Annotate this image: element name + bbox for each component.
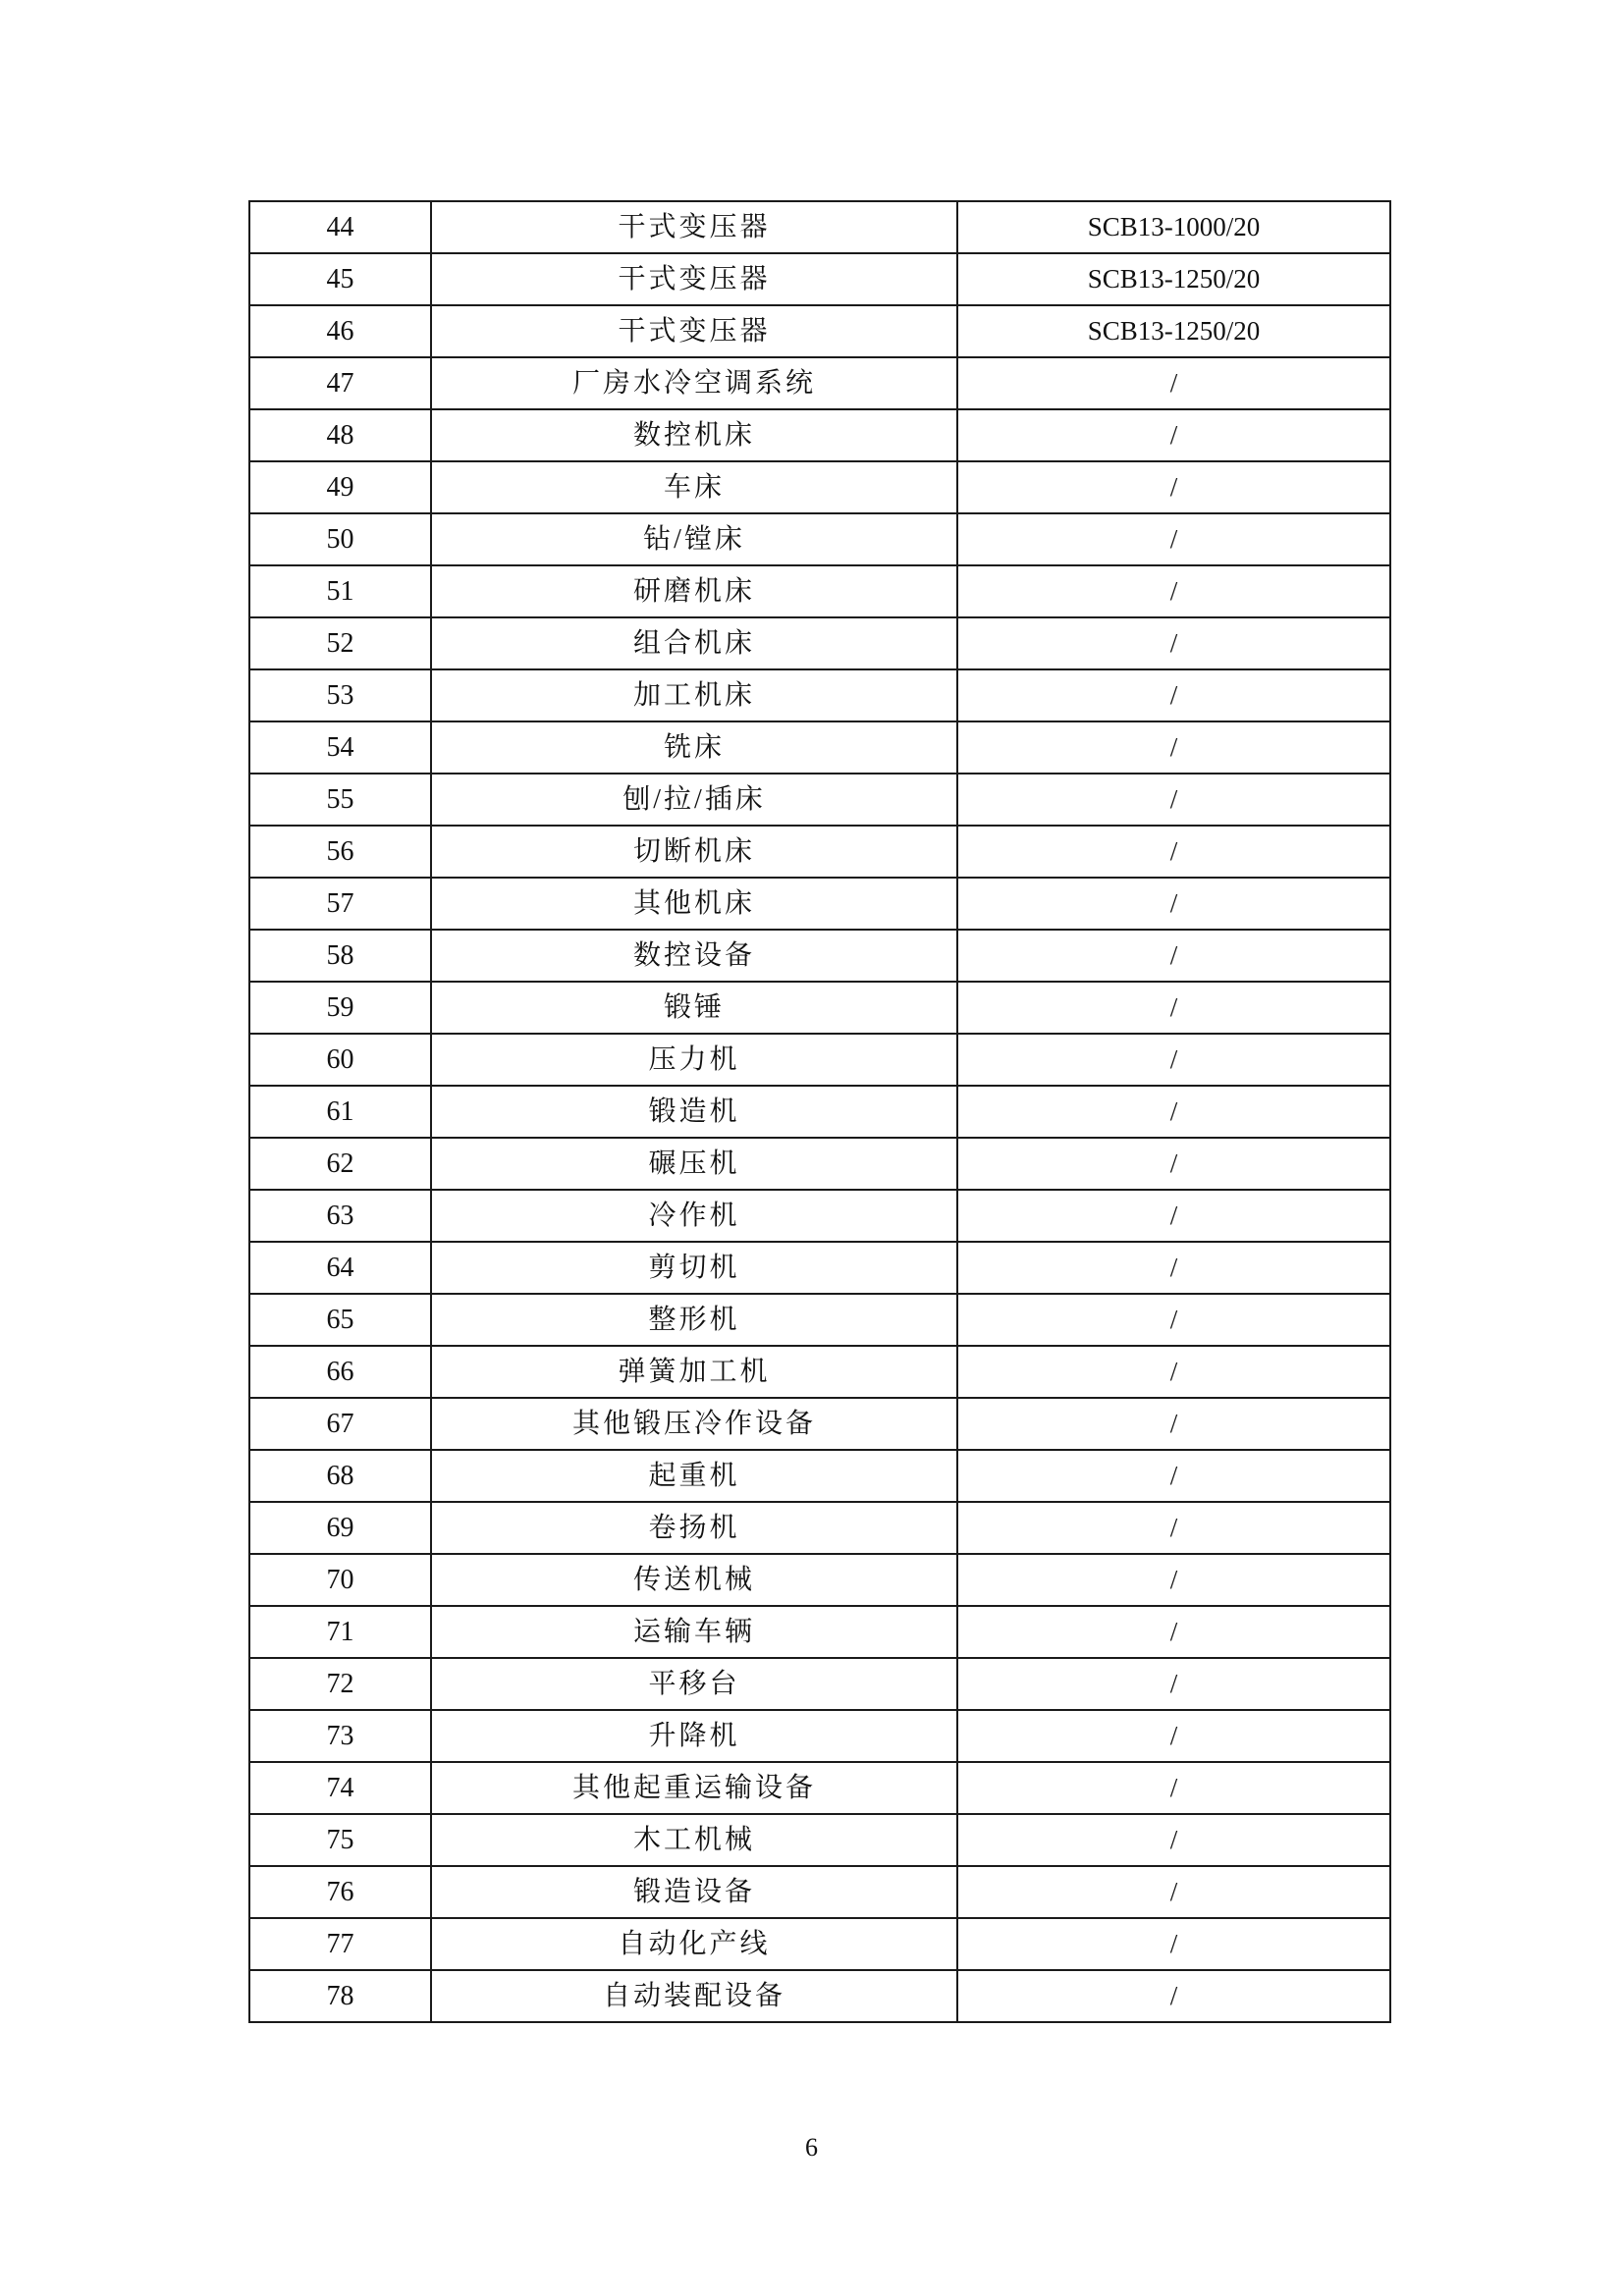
table-row (249, 826, 1390, 878)
equipment-name-cell: 组合机床 (431, 617, 957, 669)
row-number-cell: 53 (249, 669, 431, 721)
table-row (249, 1138, 1390, 1190)
table-row (249, 1970, 1390, 2022)
model-spec-cell: / (957, 409, 1390, 461)
row-number-cell: 54 (249, 721, 431, 774)
equipment-name-cell: 锻造机 (431, 1086, 957, 1138)
equipment-name-cell: 干式变压器 (431, 201, 957, 253)
model-spec-cell: / (957, 461, 1390, 513)
model-spec-cell: / (957, 669, 1390, 721)
equipment-table-body (249, 201, 1390, 2022)
row-number-cell: 48 (249, 409, 431, 461)
row-number-cell: 68 (249, 1450, 431, 1502)
equipment-name-cell: 弹簧加工机 (431, 1346, 957, 1398)
equipment-name-cell: 其他机床 (431, 878, 957, 930)
table-row (249, 930, 1390, 982)
equipment-name-cell: 切断机床 (431, 826, 957, 878)
model-spec-cell: SCB13-1000/20 (957, 201, 1390, 253)
row-number-cell: 61 (249, 1086, 431, 1138)
table-row (249, 253, 1390, 305)
equipment-name-cell: 剪切机 (431, 1242, 957, 1294)
table-row (249, 774, 1390, 826)
table-row (249, 1242, 1390, 1294)
table-row (249, 1450, 1390, 1502)
row-number-cell: 69 (249, 1502, 431, 1554)
model-spec-cell: / (957, 1866, 1390, 1918)
table-row (249, 461, 1390, 513)
row-number-cell: 62 (249, 1138, 431, 1190)
row-number-cell: 49 (249, 461, 431, 513)
table-row (249, 617, 1390, 669)
row-number-cell: 71 (249, 1606, 431, 1658)
equipment-name-cell: 研磨机床 (431, 565, 957, 617)
model-spec-cell: / (957, 1086, 1390, 1138)
row-number-cell: 78 (249, 1970, 431, 2022)
table-row (249, 1554, 1390, 1606)
table-row (249, 1502, 1390, 1554)
table-row (249, 357, 1390, 409)
table-row (249, 1710, 1390, 1762)
table-row (249, 565, 1390, 617)
model-spec-cell: / (957, 721, 1390, 774)
equipment-name-cell: 干式变压器 (431, 305, 957, 357)
model-spec-cell: / (957, 1138, 1390, 1190)
row-number-cell: 50 (249, 513, 431, 565)
model-spec-cell: / (957, 1554, 1390, 1606)
model-spec-cell: / (957, 1658, 1390, 1710)
row-number-cell: 44 (249, 201, 431, 253)
model-spec-cell: / (957, 1398, 1390, 1450)
row-number-cell: 63 (249, 1190, 431, 1242)
table-row (249, 721, 1390, 774)
model-spec-cell: / (957, 982, 1390, 1034)
row-number-cell: 51 (249, 565, 431, 617)
table-row (249, 1086, 1390, 1138)
equipment-name-cell: 数控设备 (431, 930, 957, 982)
page-number: 6 (805, 2133, 818, 2162)
equipment-name-cell: 车床 (431, 461, 957, 513)
model-spec-cell: / (957, 1710, 1390, 1762)
model-spec-cell: / (957, 1190, 1390, 1242)
row-number-cell: 57 (249, 878, 431, 930)
model-spec-cell: / (957, 357, 1390, 409)
table-row (249, 1034, 1390, 1086)
equipment-name-cell: 运输车辆 (431, 1606, 957, 1658)
row-number-cell: 52 (249, 617, 431, 669)
equipment-name-cell: 厂房水冷空调系统 (431, 357, 957, 409)
row-number-cell: 77 (249, 1918, 431, 1970)
row-number-cell: 74 (249, 1762, 431, 1814)
model-spec-cell: / (957, 1034, 1390, 1086)
row-number-cell: 55 (249, 774, 431, 826)
table-row (249, 409, 1390, 461)
model-spec-cell: / (957, 1762, 1390, 1814)
row-number-cell: 60 (249, 1034, 431, 1086)
equipment-name-cell: 升降机 (431, 1710, 957, 1762)
model-spec-cell: / (957, 513, 1390, 565)
equipment-name-cell: 起重机 (431, 1450, 957, 1502)
row-number-cell: 65 (249, 1294, 431, 1346)
row-number-cell: 75 (249, 1814, 431, 1866)
model-spec-cell: / (957, 1294, 1390, 1346)
model-spec-cell: / (957, 1606, 1390, 1658)
row-number-cell: 67 (249, 1398, 431, 1450)
equipment-name-cell: 其他锻压冷作设备 (431, 1398, 957, 1450)
row-number-cell: 56 (249, 826, 431, 878)
equipment-name-cell: 自动化产线 (431, 1918, 957, 1970)
equipment-name-cell: 锻造设备 (431, 1866, 957, 1918)
model-spec-cell: / (957, 1242, 1390, 1294)
equipment-name-cell: 整形机 (431, 1294, 957, 1346)
equipment-name-cell: 传送机械 (431, 1554, 957, 1606)
table-row (249, 1606, 1390, 1658)
model-spec-cell: / (957, 1346, 1390, 1398)
model-spec-cell: / (957, 565, 1390, 617)
row-number-cell: 46 (249, 305, 431, 357)
row-number-cell: 73 (249, 1710, 431, 1762)
model-spec-cell: / (957, 617, 1390, 669)
table-row (249, 1190, 1390, 1242)
model-spec-cell: / (957, 1814, 1390, 1866)
table-row (249, 1762, 1390, 1814)
equipment-name-cell: 平移台 (431, 1658, 957, 1710)
equipment-table (248, 200, 1391, 2023)
equipment-name-cell: 铣床 (431, 721, 957, 774)
equipment-name-cell: 锻锤 (431, 982, 957, 1034)
row-number-cell: 59 (249, 982, 431, 1034)
model-spec-cell: / (957, 1918, 1390, 1970)
table-row (249, 305, 1390, 357)
table-row (249, 982, 1390, 1034)
table-row (249, 1918, 1390, 1970)
row-number-cell: 45 (249, 253, 431, 305)
equipment-name-cell: 其他起重运输设备 (431, 1762, 957, 1814)
row-number-cell: 66 (249, 1346, 431, 1398)
table-row (249, 878, 1390, 930)
row-number-cell: 70 (249, 1554, 431, 1606)
table-row (249, 513, 1390, 565)
equipment-name-cell: 碾压机 (431, 1138, 957, 1190)
model-spec-cell: / (957, 774, 1390, 826)
equipment-name-cell: 加工机床 (431, 669, 957, 721)
model-spec-cell: / (957, 826, 1390, 878)
table-row (249, 669, 1390, 721)
equipment-name-cell: 冷作机 (431, 1190, 957, 1242)
equipment-name-cell: 数控机床 (431, 409, 957, 461)
equipment-name-cell: 木工机械 (431, 1814, 957, 1866)
row-number-cell: 64 (249, 1242, 431, 1294)
equipment-name-cell: 钻/镗床 (431, 513, 957, 565)
model-spec-cell: / (957, 1970, 1390, 2022)
table-row (249, 1814, 1390, 1866)
model-spec-cell: / (957, 1450, 1390, 1502)
equipment-name-cell: 压力机 (431, 1034, 957, 1086)
row-number-cell: 76 (249, 1866, 431, 1918)
row-number-cell: 72 (249, 1658, 431, 1710)
model-spec-cell: / (957, 1502, 1390, 1554)
equipment-name-cell: 卷扬机 (431, 1502, 957, 1554)
row-number-cell: 58 (249, 930, 431, 982)
table-row (249, 1346, 1390, 1398)
model-spec-cell: / (957, 878, 1390, 930)
table-row (249, 1658, 1390, 1710)
table-row (249, 1294, 1390, 1346)
equipment-name-cell: 干式变压器 (431, 253, 957, 305)
table-row (249, 1398, 1390, 1450)
row-number-cell: 47 (249, 357, 431, 409)
equipment-name-cell: 刨/拉/插床 (431, 774, 957, 826)
model-spec-cell: / (957, 930, 1390, 982)
model-spec-cell: SCB13-1250/20 (957, 253, 1390, 305)
table-row (249, 201, 1390, 253)
table-row (249, 1866, 1390, 1918)
model-spec-cell: SCB13-1250/20 (957, 305, 1390, 357)
equipment-name-cell: 自动装配设备 (431, 1970, 957, 2022)
